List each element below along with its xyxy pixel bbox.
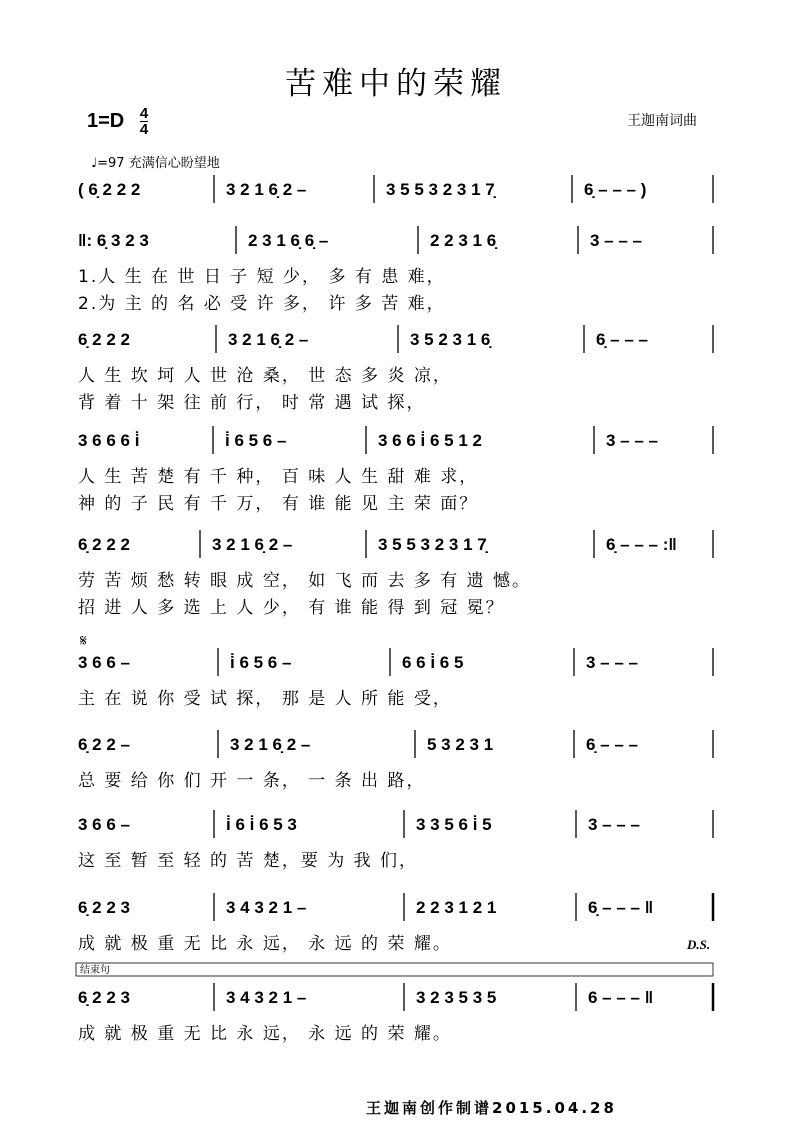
- measure-notes: 3 6 6 i̇ 6 5 1 2: [378, 431, 482, 450]
- measure-notes: 2 2 3 1 2 1: [416, 898, 497, 917]
- measure-notes: 2 3 1 6̣ 6̣ –: [248, 231, 329, 250]
- lyric-line: 背 着 十 架 往 前 行， 时 常 遇 试 探，: [78, 393, 426, 413]
- time-sig-top: 4: [139, 105, 149, 122]
- measure-notes: 6̣ – – – ): [584, 180, 647, 199]
- segno-sign: 𝄋: [80, 631, 87, 650]
- measure-notes: 3 5 5 3 2 3 1 7̣: [386, 180, 495, 199]
- lyric-line: 劳 苦 烦 愁 转 眼 成 空， 如 飞 而 去 多 有 遗 憾。: [78, 571, 532, 591]
- measure-notes: 3 4 3 2 1 –: [226, 898, 307, 917]
- lyric-line: 人 生 坎 坷 人 世 沧 桑， 世 态 多 炎 凉，: [78, 366, 452, 386]
- measure-notes: 5 3 2 3 1: [427, 735, 494, 754]
- measure-notes: 6̣ 2 2 –: [78, 735, 130, 754]
- measure-notes: 3 3 5 6 i̇ 5: [416, 815, 492, 834]
- measure-notes: 3 2 3 5 3 5: [416, 988, 497, 1007]
- measure-notes: 3 2 1 6̣ 2 –: [228, 330, 309, 349]
- measure-notes: 3 2 1 6̣ 2 –: [226, 180, 307, 199]
- measure-notes: 3 5 5 3 2 3 1 7̣: [378, 535, 487, 554]
- coda-bracket: [76, 963, 713, 976]
- lyric-line: 人 生 苦 楚 有 千 种， 百 味 人 生 甜 难 求，: [78, 467, 479, 487]
- measure-notes: 3 2 1 6̣ 2 –: [230, 735, 311, 754]
- measure-notes: 6̣ – – –: [586, 735, 638, 754]
- lyric-line: 总 要 给 你 们 开 一 条， 一 条 出 路，: [78, 771, 426, 791]
- measure-notes: 3 – – –: [590, 231, 642, 250]
- measure-notes: 3 6 6 –: [78, 653, 130, 672]
- measure-notes: 6̣ – – –: [596, 330, 648, 349]
- lyric-line: 成 就 极 重 无 比 永 远， 永 远 的 荣 耀。: [78, 934, 452, 954]
- measure-notes: 3 – – –: [586, 653, 638, 672]
- measure-notes: 2 2 3 1 6̣: [430, 231, 497, 250]
- measure-notes: 6̣ 2 2 3: [78, 898, 130, 917]
- tempo-marking: ♩=97 充满信心盼望地: [91, 156, 220, 171]
- measure-notes: 6̣ 2 2 2: [78, 535, 130, 554]
- measure-notes: 6̣ – – – ‖: [588, 898, 654, 917]
- measure-notes: ( 6̣ 2 2 2: [78, 180, 141, 199]
- dal-segno-mark: D.S.: [687, 937, 711, 952]
- measure-notes: 6 6 i̇ 6 5: [402, 653, 464, 672]
- measure-notes: ‖: 6̣ 3 2 3: [78, 231, 149, 250]
- lyric-line: 神 的 子 民 有 千 万， 有 谁 能 见 主 荣 面？: [78, 494, 479, 514]
- measure-notes: 3 6 6 –: [78, 815, 130, 834]
- composer-credit: 王迦南词曲: [627, 113, 697, 129]
- measure-notes: 6̣ – – – :‖: [606, 535, 677, 554]
- lyric-line: 主 在 说 你 受 试 探， 那 是 人 所 能 受，: [78, 689, 452, 709]
- time-sig-bottom: 4: [139, 121, 149, 138]
- lyric-line: 2.为 主 的 名 必 受 许 多， 许 多 苦 难，: [78, 294, 446, 314]
- song-title: 苦难中的荣耀: [285, 66, 507, 102]
- measure-notes: 3 4 3 2 1 –: [226, 988, 307, 1007]
- measure-notes: 3 5 2 3 1 6̣: [410, 330, 491, 349]
- measure-notes: 3 – – –: [606, 431, 658, 450]
- measure-notes: 3 2 1 6̣ 2 –: [212, 535, 293, 554]
- measure-notes: 6̣ 2 2 3: [78, 988, 130, 1007]
- key-label: 1=D: [87, 109, 125, 132]
- lyric-line: 这 至 暂 至 轻 的 苦 楚，要 为 我 们，: [78, 851, 419, 871]
- measure-notes: 6 – – – ‖: [588, 988, 654, 1007]
- footer-credit: 王迦南创作制谱2015.04.28: [366, 1099, 617, 1117]
- lyric-line: 成 就 极 重 无 比 永 远， 永 远 的 荣 耀。: [78, 1024, 452, 1044]
- measure-notes: i̇ 6 5 6 –: [230, 653, 292, 672]
- measure-notes: 3 6 6 6 i̇: [78, 431, 140, 450]
- measure-notes: i̇ 6 5 6 –: [225, 431, 287, 450]
- lyric-line: 招 进 人 多 选 上 人 少， 有 谁 能 得 到 冠 冕？: [78, 598, 505, 618]
- coda-label: 结束句: [80, 965, 110, 976]
- measure-notes: 3 – – –: [588, 815, 640, 834]
- lyric-line: 1.人 生 在 世 日 子 短 少， 多 有 患 难，: [78, 267, 446, 287]
- measure-notes: 6̣ 2 2 2: [78, 330, 130, 349]
- measure-notes: i̇ 6 i̇ 6 5 3: [226, 815, 297, 834]
